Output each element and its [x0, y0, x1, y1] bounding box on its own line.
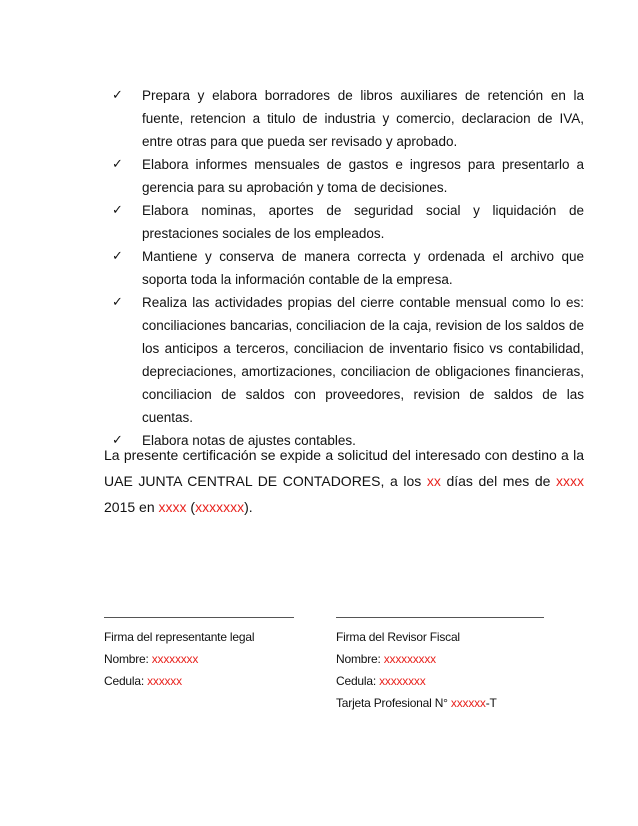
list-item-text: Prepara y elabora borradores de libros auxiliares de retención en la fuente, retencion a titulo de industria y comercio, declaracion de IVA, entre otras para que pueda ser revisado y aprobado.: [142, 88, 584, 149]
cert-text: 2015 en: [104, 499, 159, 515]
checkmark-icon: ✓: [112, 88, 123, 103]
city-detail-placeholder: xxxxxxx: [195, 499, 245, 515]
name-placeholder: xxxxxxxxx: [383, 652, 436, 666]
cert-text: días del mes de: [440, 473, 557, 489]
list-item-text: Elabora notas de ajustes contables.: [142, 433, 356, 448]
professional-card-row: [336, 692, 544, 714]
checkmark-icon: ✓: [112, 157, 123, 172]
checkmark-icon: ✓: [112, 433, 123, 448]
checkmark-icon: ✓: [112, 203, 123, 218]
list-item: [112, 291, 584, 429]
id-placeholder: xxxxxx: [147, 674, 182, 688]
checkmark-icon: ✓: [112, 249, 123, 264]
name-row: [336, 648, 544, 670]
list-item: [112, 245, 584, 291]
cert-text: (: [186, 499, 196, 515]
id-row: [336, 670, 544, 692]
list-item-text: Elabora informes mensuales de gastos e ingresos para presentarlo a gerencia para su aprobación y toma de decisiones.: [142, 157, 584, 195]
card-label: Tarjeta Profesional N°: [336, 696, 451, 710]
days-placeholder: xx: [426, 473, 441, 489]
list-item-text: Elabora nominas, aportes de seguridad social y liquidación de prestaciones sociales de los empleados.: [142, 203, 584, 241]
duties-list: [112, 84, 584, 452]
signature-title: Firma del representante legal: [104, 630, 255, 644]
id-row: [104, 670, 294, 692]
card-suffix: -T: [485, 696, 497, 710]
list-item: [112, 84, 584, 153]
certification-paragraph: [104, 442, 584, 520]
month-placeholder: xxxx: [556, 473, 585, 489]
signature-line: [336, 617, 544, 618]
signature-line: [104, 617, 294, 618]
card-placeholder: xxxxxx: [450, 696, 486, 710]
name-placeholder: xxxxxxxx: [151, 652, 199, 666]
list-item-text: Realiza las actividades propias del cierre contable mensual como lo es: conciliaciones bancarias, conciliacion de la caja, revision de los saldos de los anticipos a terceros, conciliacion de inventario fisico vs contabilidad, depreciaciones, amortizaciones, conciliacion de obligaciones financieras, conciliacion de saldos con proveedores, revision de saldos de las cuentas.: [142, 295, 584, 425]
cert-text: La presente certificación se expide a solicitud del interesado con destino a la UAE JUNTA CENTRAL DE CONTADORES, a los: [104, 447, 584, 489]
city-placeholder: xxxx: [158, 499, 187, 515]
id-label: Cedula:: [104, 674, 148, 688]
cert-text: ).: [244, 499, 253, 515]
name-label: Nombre:: [336, 652, 384, 666]
id-placeholder: xxxxxxxx: [379, 674, 426, 688]
id-label: Cedula:: [336, 674, 380, 688]
name-row: [104, 648, 294, 670]
list-item: [112, 199, 584, 245]
name-label: Nombre:: [104, 652, 152, 666]
fiscal-reviewer-signature-block: [336, 617, 544, 714]
list-item: [112, 153, 584, 199]
legal-rep-signature-block: [104, 617, 294, 692]
list-item-text: Mantiene y conserva de manera correcta y ordenada el archivo que soporta toda la información contable de la empresa.: [142, 249, 584, 287]
checkmark-icon: ✓: [112, 295, 123, 310]
signature-title: Firma del Revisor Fiscal: [336, 630, 460, 644]
